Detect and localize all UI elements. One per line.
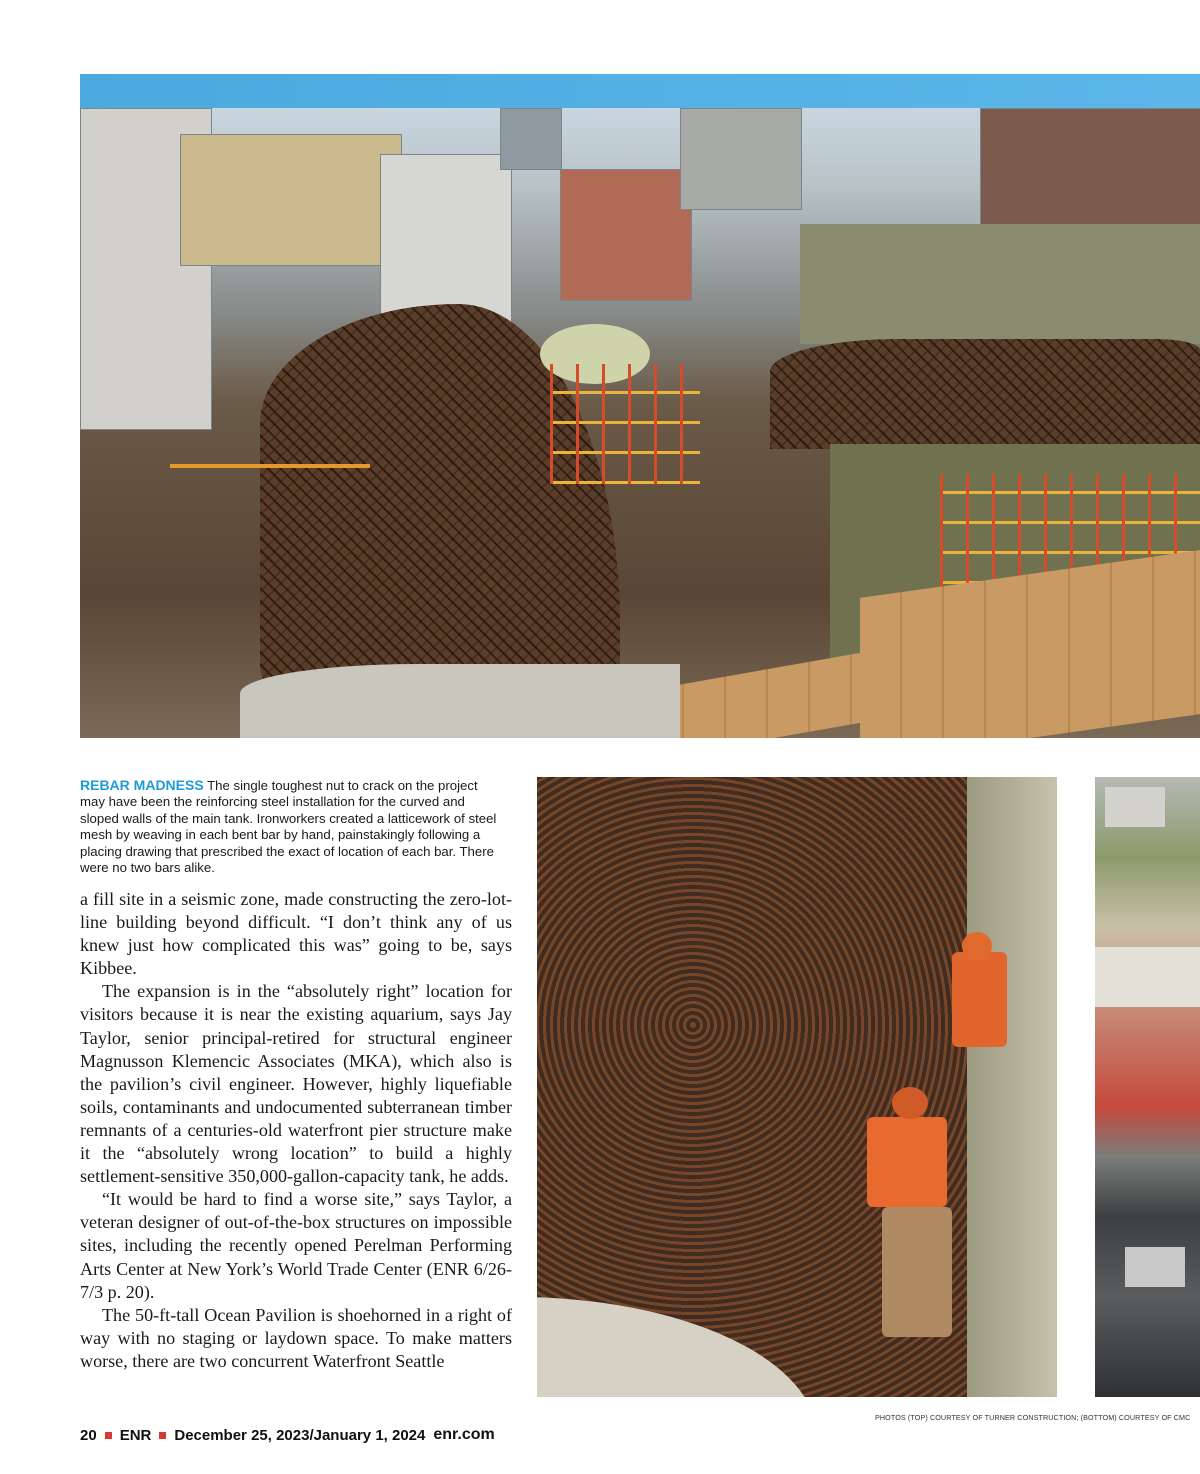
worker-orange-shirt [867, 1117, 947, 1207]
background-building [680, 108, 802, 210]
top-photo [80, 74, 1200, 738]
curved-concrete [537, 1297, 817, 1397]
separator-square-icon [159, 1432, 166, 1439]
caption-text: The single toughest nut to crack on the project may have been the reinforcing steel installation for the curved and sloped walls of the main tank. Ironworkers created a latticework of steel mesh by weaving in each bent bar by hand, painstakingly following a placing drawing that prescribed the exact of location of each bar. There were no two bars alike. [80, 778, 497, 876]
building-roof [1105, 787, 1165, 827]
article-paragraph: The 50-ft-tall Ocean Pavilion is shoehorned in a right of way with no staging or laydown space. To make matters worse, there are two concurrent Waterfront Seattle [80, 1304, 512, 1371]
formwork-wall [800, 224, 1200, 344]
concrete-base [240, 664, 680, 738]
concrete-ledge [967, 777, 1057, 1397]
rebar-mesh-right [770, 339, 1200, 449]
brick-building [560, 169, 692, 301]
article-paragraph: “It would be hard to find a worse site,” says Taylor, a veteran designer of out-of-the-box structures on impossible sites, including the recently opened Perelman Performing Arts Center at New York’s World Trade Center (ENR 6/26-7/3 p. 20). [80, 1189, 512, 1302]
article-body [80, 888, 512, 1373]
guardrail [170, 464, 370, 468]
worker-pants [882, 1207, 952, 1337]
publication-name: ENR [119, 1426, 152, 1444]
issue-date: December 25, 2023/January 1, 2024 [174, 1426, 426, 1444]
scaffolding [550, 364, 700, 484]
building-roof [1125, 1247, 1185, 1287]
website-link[interactable]: enr.com [433, 1426, 495, 1443]
separator-square-icon [105, 1432, 112, 1439]
site-area [1095, 947, 1200, 1007]
tower [500, 108, 562, 170]
article-paragraph: The expansion is in the “absolutely right” location for visitors because it is near the existing aquarium, says Jay Taylor, senior principal-retired for structural engineer Magnusson Klemencic Associates (MKA), which also is the pavilion’s civil engineer. However, highly liquefiable soils, contaminants and undocumented subterranean timber remnants of a centuries-old waterfront pier structure make it the “absolutely wrong location” to build a highly settlement-sensitive 350,000-gallon-capacity tank, he adds. [80, 981, 512, 1187]
worker-hardhat [962, 932, 992, 960]
sky-band [80, 74, 1200, 108]
photo-caption [80, 777, 505, 876]
page-number: 20 [80, 1426, 97, 1444]
worker-safety-vest [952, 952, 1007, 1047]
page-footer [80, 1425, 495, 1445]
bottom-photo-aerial [1095, 777, 1200, 1397]
photo-credits: PHOTOS (TOP) COURTESY OF TURNER CONSTRUCTION; (BOTTOM) COURTESY OF CMC [875, 1413, 1191, 1422]
article-paragraph: a fill site in a seismic zone, made constructing the zero-lot-line building beyond difficult. “I don’t think any of us knew just how complicated this was” going to be, says Kibbee. [80, 889, 512, 979]
worker-hardhat [892, 1087, 928, 1119]
background-building [180, 134, 402, 266]
caption-kicker: REBAR MADNESS [80, 777, 204, 793]
bottom-photo-rebar-workers [537, 777, 1057, 1397]
